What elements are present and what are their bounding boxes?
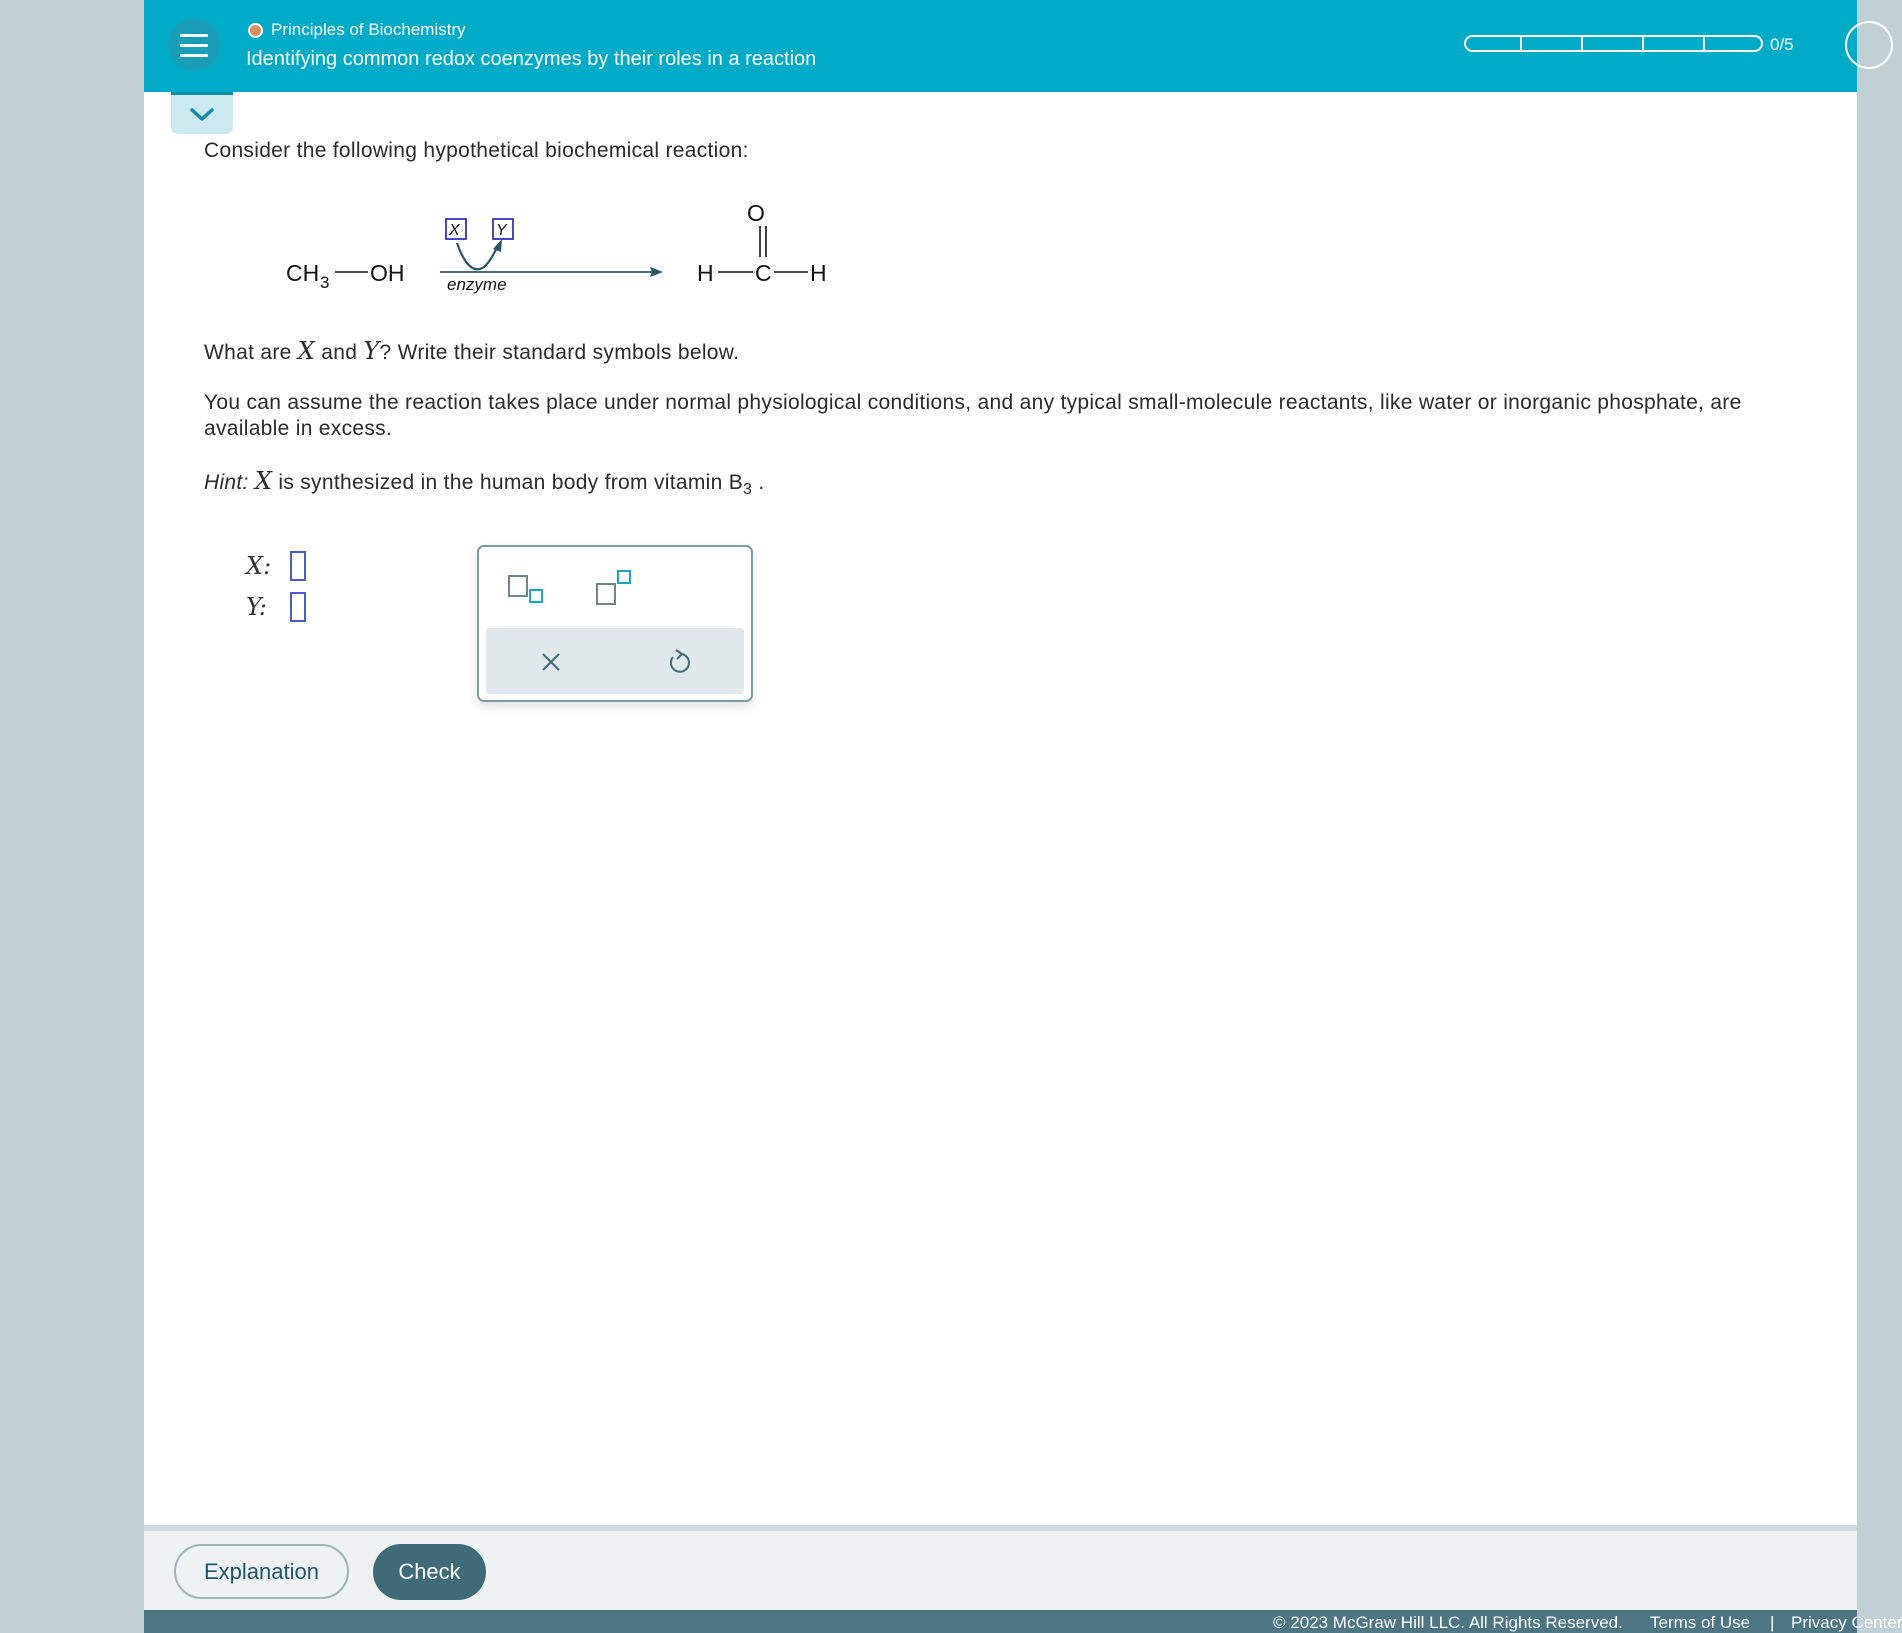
course-name: Principles of Biochemistry <box>271 20 466 39</box>
answer-label-x: X: <box>246 552 272 580</box>
coenzyme-curved-arrow <box>457 243 498 269</box>
footer-separator: | <box>1770 1613 1775 1632</box>
hint-text: Hint: X is synthesized in the human body from vitamin $B_3$ . <box>204 467 765 499</box>
undo-icon <box>662 645 696 679</box>
reactant-subscript: 3 <box>320 273 330 292</box>
collapse-header-button[interactable] <box>171 92 233 134</box>
palette-action-bar <box>486 628 744 694</box>
progress-bar <box>1464 35 1763 52</box>
box-y-label: Y <box>496 222 507 239</box>
app-panel <box>144 0 1902 1633</box>
subscript-button[interactable] <box>507 572 551 608</box>
box-x-label: X <box>449 222 460 239</box>
help-button[interactable] <box>1845 21 1893 69</box>
privacy-link[interactable]: Privacy Center <box>1791 1613 1902 1632</box>
undo-button[interactable] <box>662 645 696 679</box>
question-intro: Consider the following hypothetical biochemical reaction: <box>204 139 749 162</box>
superscript-icon <box>595 568 639 608</box>
assumption-text-cont: available in excess. <box>204 417 393 440</box>
answer-label-y: Y: <box>246 593 267 621</box>
var-y: Y <box>363 337 380 365</box>
assumption-text: You can assume the reaction takes place under normal physiological conditions, and any typical small-molecule reactants, like water or inorganic phosphate, are <box>204 391 1742 414</box>
topic-title: Identifying common redox coenzymes by their roles in a reaction <box>246 48 817 70</box>
answer-input-x[interactable] <box>290 551 306 581</box>
progress-segment <box>1705 35 1763 52</box>
status-dot-icon <box>248 23 263 38</box>
chevron-down-icon <box>189 107 215 123</box>
menu-button[interactable] <box>168 19 220 71</box>
left-gutter <box>0 0 144 1633</box>
reactant-ch: CH <box>286 260 320 286</box>
progress-count: 0/5 <box>1770 35 1794 54</box>
close-icon <box>534 645 568 679</box>
product-h-right: H <box>810 260 827 286</box>
clear-button[interactable] <box>534 645 568 679</box>
reactant-oh: OH <box>370 260 405 286</box>
footer-bar <box>144 1531 1857 1610</box>
progress-segment <box>1522 35 1583 52</box>
reaction-diagram <box>144 195 844 305</box>
superscript-button[interactable] <box>595 568 639 608</box>
question-prompt: What are X and Y? Write their standard symbols below. <box>204 337 740 365</box>
progress-segment <box>1464 35 1522 52</box>
course-line <box>248 20 466 40</box>
progress-segment <box>1644 35 1705 52</box>
answer-input-y[interactable] <box>290 592 306 622</box>
copyright-bar <box>144 1610 1902 1633</box>
hamburger-icon <box>180 34 208 37</box>
enzyme-label: enzyme <box>447 275 507 294</box>
check-button[interactable]: Check <box>373 1544 486 1600</box>
progress-segment <box>1583 35 1644 52</box>
answer-row-y <box>246 592 306 622</box>
copyright-text: © 2023 McGraw Hill LLC. All Rights Reserved. <box>1273 1613 1623 1632</box>
product-oxygen: O <box>747 200 765 226</box>
var-x: X <box>297 337 316 365</box>
terms-link[interactable]: Terms of Use <box>1650 1613 1751 1632</box>
product-h-left: H <box>697 260 714 286</box>
hint-label: Hint: <box>204 471 249 494</box>
header-bar <box>144 0 1857 92</box>
input-palette <box>477 545 753 702</box>
answer-row-x <box>246 551 306 581</box>
explanation-button[interactable]: Explanation <box>174 1544 349 1599</box>
subscript-icon <box>507 572 551 608</box>
arrowhead <box>493 239 502 252</box>
product-carbon: C <box>755 260 772 286</box>
